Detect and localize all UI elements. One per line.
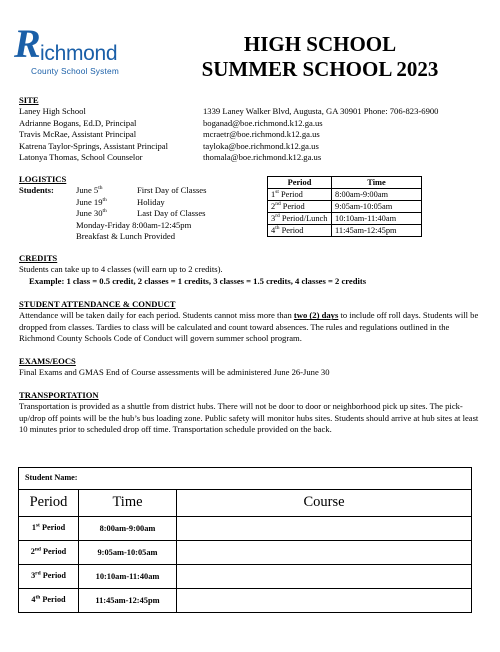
transportation-section [19, 390, 484, 435]
schedule-time-cell: 10:10am-11:40am [79, 565, 177, 589]
student-name-field[interactable] [19, 468, 472, 490]
period-cell: 2nd Period [268, 201, 332, 213]
table-row [268, 225, 422, 237]
time-cell: 11:45am-12:45pm [332, 225, 422, 237]
site-assistant-principal-2: Katrena Taylor-Springs, Assistant Principal [19, 140, 168, 151]
logistics-heading: LOGISTICS [19, 174, 67, 184]
table-row [19, 565, 472, 589]
period-time-table [267, 176, 422, 237]
site-assistant-principal-2-email: tayloka@boe.richmond.k12.ga.us [203, 140, 319, 151]
schedule-time-cell: 9:05am-10:05am [79, 541, 177, 565]
schedule-time-header: Time [79, 490, 177, 517]
table-row [19, 517, 472, 541]
course-field[interactable] [177, 517, 472, 541]
time-header: Time [332, 177, 422, 189]
attendance-emphasis: two (2) days [293, 310, 339, 321]
logistics-meals: Breakfast & Lunch Provided [76, 231, 176, 242]
period-cell: 1st Period [268, 189, 332, 201]
table-row [19, 541, 472, 565]
time-cell: 9:05am-10:05am [332, 201, 422, 213]
transportation-text: Transportation is provided as a shuttle from district hubs. There will not be door to door or neighborhood pick up sites. The pick-up/drop off points will be the hub’s bus loading zone. Public safety will monitor hubs sites. Students should arrive at hub sites at least 10 minutes prior to scheduled drop off time. Transportation schedule provided on the back. [19, 401, 479, 435]
exams-section [19, 356, 484, 379]
credits-text: Students can take up to 4 classes (will earn up to 2 credits). [19, 264, 223, 275]
logistics-date-2: June 19th [76, 196, 107, 207]
site-counselor-email: thomala@boe.richmond.k12.ga.us [203, 152, 322, 163]
table-row [19, 589, 472, 613]
table-row [268, 189, 422, 201]
transportation-heading: TRANSPORTATION [19, 390, 99, 400]
time-cell: 10:10am-11:40am [332, 213, 422, 225]
site-assistant-principal-1-email: mcraetr@boe.richmond.k12.ga.us [203, 129, 320, 140]
attendance-section [19, 299, 484, 344]
schedule-period-cell: 4th Period [19, 589, 79, 613]
period-cell: 3rd Period/Lunch [268, 213, 332, 225]
site-principal: Adrianne Bogans, Ed.D, Principal [19, 117, 137, 128]
site-address: 1339 Laney Walker Blvd, Augusta, GA 30901 Phone: 706-823-6900 [203, 106, 439, 117]
course-field[interactable] [177, 589, 472, 613]
schedule-period-cell: 1st Period [19, 517, 79, 541]
student-name-label: Student Name: [25, 473, 78, 483]
site-principal-email: boganad@boe.richmond.k12.ga.us [203, 117, 323, 128]
schedule-time-cell: 11:45am-12:45pm [79, 589, 177, 613]
exams-heading: EXAMS/EOCS [19, 356, 76, 366]
page-title [160, 32, 480, 82]
logistics-hours: Monday-Friday 8:00am-12:45pm [76, 219, 192, 230]
logistics-desc-2: Holiday [137, 196, 165, 207]
time-cell: 8:00am-9:00am [332, 189, 422, 201]
richmond-county-logo [14, 22, 142, 82]
credits-example: Example: 1 class = 0.5 credit, 2 classes = 1 credits, 3 classes = 1.5 credits, 4 classes = 2 credits [29, 275, 367, 286]
schedule-time-cell: 8:00am-9:00am [79, 517, 177, 541]
exams-text: Final Exams and GMAS End of Course assessments will be administered June 26-June 30 [19, 367, 330, 378]
schedule-period-cell: 2nd Period [19, 541, 79, 565]
title-line-2: SUMMER SCHOOL 2023 [201, 56, 439, 81]
student-schedule-table [18, 467, 472, 613]
period-header: Period [268, 177, 332, 189]
attendance-text: Attendance will be taken daily for each period. Students cannot miss more than two (2) days to include off roll days. Students will be dropped from classes. Tardies to class will be calculated and count toward absences. The rules and regulations outlined in the Richmond County Schools Code of Conduct will govern summer school program. [19, 310, 479, 344]
credits-section [19, 253, 484, 287]
logo-initial: R [14, 21, 41, 66]
course-field[interactable] [177, 541, 472, 565]
site-school: Laney High School [19, 106, 86, 117]
table-row [268, 201, 422, 213]
schedule-period-cell: 3rd Period [19, 565, 79, 589]
attendance-heading: STUDENT ATTENDANCE & CONDUCT [19, 299, 176, 309]
course-field[interactable] [177, 565, 472, 589]
logistics-date-1: June 5th [76, 185, 103, 196]
credits-heading: CREDITS [19, 253, 58, 263]
title-line-1: HIGH SCHOOL [243, 32, 397, 56]
logo-name: ichmond [40, 42, 118, 65]
site-assistant-principal-1: Travis McRae, Assistant Principal [19, 129, 137, 140]
table-row [268, 213, 422, 225]
site-heading: SITE [19, 95, 39, 105]
period-cell: 4th Period [268, 225, 332, 237]
schedule-period-header: Period [19, 490, 79, 517]
logo-subtitle: County School System [31, 66, 119, 76]
schedule-course-header: Course [177, 490, 472, 517]
logistics-desc-1: First Day of Classes [137, 185, 207, 196]
students-label: Students: [19, 185, 54, 196]
logistics-desc-3: Last Day of Classes [137, 208, 206, 219]
site-section [19, 95, 484, 168]
site-counselor: Latonya Thomas, School Counselor [19, 152, 143, 163]
logistics-date-3: June 30th [76, 208, 107, 219]
logistics-section [19, 174, 259, 243]
